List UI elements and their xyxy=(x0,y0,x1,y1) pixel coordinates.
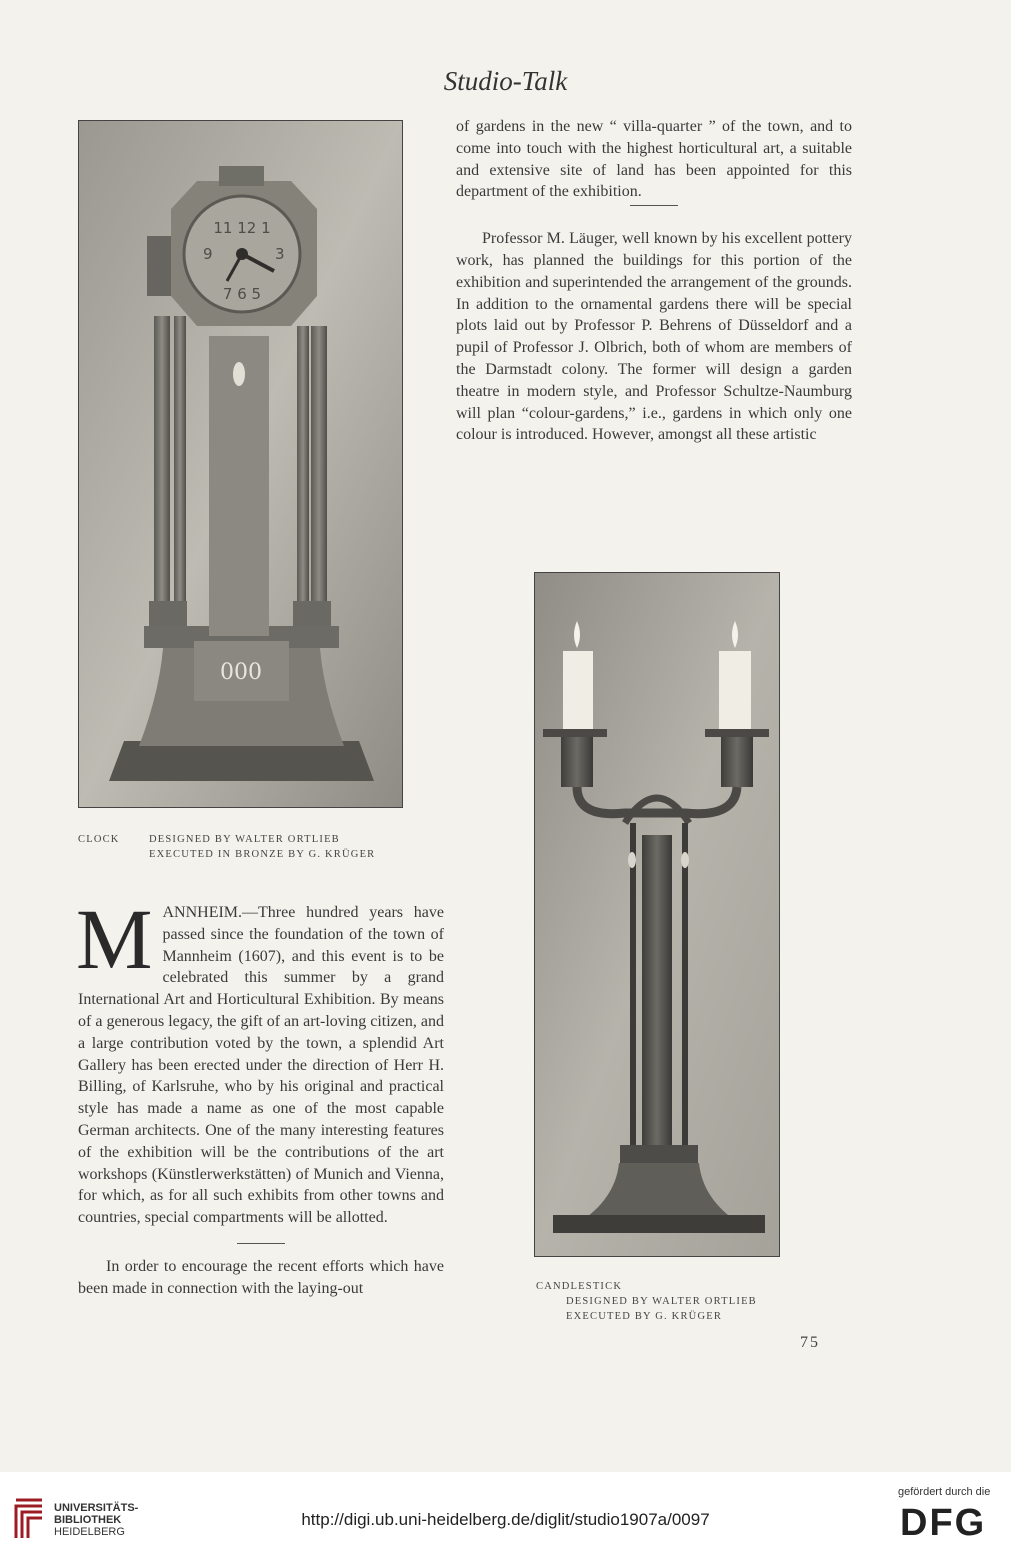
funded-by-text: gefördert durch die xyxy=(898,1486,991,1498)
mannheim-paragraph xyxy=(76,891,444,1229)
candlestick-caption xyxy=(536,1279,836,1324)
right-column xyxy=(456,116,852,446)
encourage-paragraph: In order to encourage the recent efforts which have been made in connection with the laying-out xyxy=(78,1257,444,1297)
dfg-logo: DFG xyxy=(900,1502,987,1544)
library-line2: BIBLIOTHEK xyxy=(54,1514,122,1526)
section-divider-right xyxy=(630,205,678,206)
clock-caption-label: CLOCK xyxy=(78,834,120,845)
source-url-link[interactable]: http://digi.ub.uni-heidelberg.de/diglit/studio1907a/0097 xyxy=(301,1510,710,1529)
clock-caption xyxy=(78,832,408,862)
svg-text:11 12 1: 11 12 1 xyxy=(213,219,271,237)
library-line1: UNIVERSITÄTS- xyxy=(54,1502,139,1514)
section-divider-left xyxy=(237,1243,285,1244)
footer xyxy=(0,1472,1011,1563)
gardens-paragraph: of gardens in the new “ villa-quarter ” of the town, and to come into touch with the highest horticultural art, a suitable and extensive site of land has been appointed for this department of the exhibition. xyxy=(456,118,852,201)
mannheim-paragraph-text: ANNHEIM.—Three hundred years have passed since the foundation of the town of Mannheim (1607), and this event is to be celebrated this summer by a grand International Art and Horticultural Exhibition. By means of a generous legacy, the gift of an art-loving citizen, and a large contribution voted by the town, a splendid Art Gallery has been erected under the direction of Herr H. Billing, of Karlsruhe, who by his original and practical style has made a name as one of the most capable German architects. One of the many interesting features of the exhibition will be the contributions of the art workshops (Künstlerwerkstätten) of Munich and Vienna, for which, as for all such exhibits from other towns and countries, special compartments will be allotted. xyxy=(78,904,444,1227)
candlestick-caption-line1: DESIGNED BY WALTER ORTLIEB xyxy=(566,1296,757,1307)
left-column xyxy=(76,891,444,1300)
candlestick-caption-line2: EXECUTED BY G. KRÜGER xyxy=(566,1311,723,1322)
svg-text:3: 3 xyxy=(275,245,285,263)
svg-text:000: 000 xyxy=(220,660,262,685)
library-line3: HEIDELBERG xyxy=(54,1526,125,1538)
svg-text:7 6 5: 7 6 5 xyxy=(222,285,262,303)
svg-text:9: 9 xyxy=(203,245,213,263)
page-number: 75 xyxy=(800,1334,820,1351)
clock-caption-line1: DESIGNED BY WALTER ORTLIEB xyxy=(149,834,340,845)
clock-caption-line2: EXECUTED IN BRONZE BY G. KRÜGER xyxy=(149,849,376,860)
drop-cap: M xyxy=(76,891,153,987)
running-head: Studio-Talk xyxy=(443,66,568,96)
candlestick-illustration xyxy=(535,573,779,1256)
candlestick-photo xyxy=(534,572,780,1257)
lauger-paragraph: Professor M. Läuger, well known by his excellent pottery work, has planned the buildings for this portion of the exhibition and superintended the arrangement of the grounds. In addition to the ornamental gardens there will be special plots laid out by Professor P. Behrens of Düsseldorf and a pupil of Professor J. Olbrich, both of whom are members of the Darmstadt colony. The former will design a garden theatre in modern style, and Professor Schultze-Naumburg will plan “colour-gardens,” i.e., gardens in which only one colour is introduced. However, amongst all these artistic xyxy=(456,230,852,444)
clock-illustration xyxy=(79,121,402,807)
candlestick-caption-label: CANDLESTICK xyxy=(536,1281,623,1292)
clock-photo xyxy=(78,120,403,808)
